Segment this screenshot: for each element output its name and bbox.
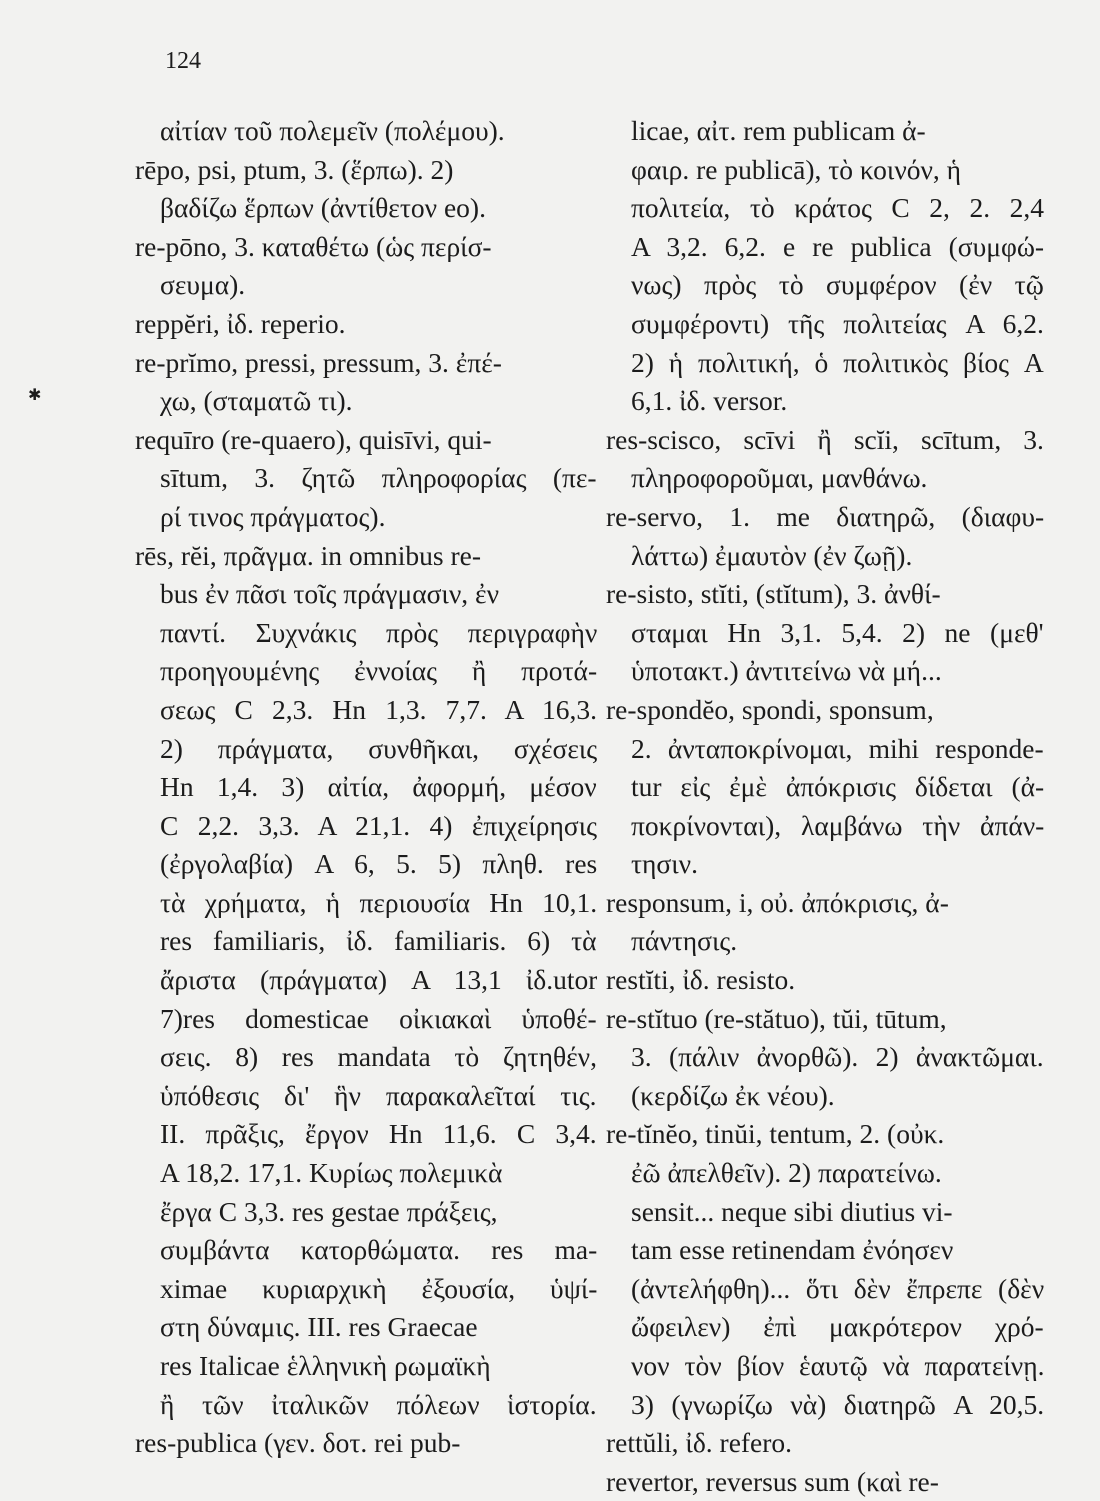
text-line: II. πρᾶξις, ἔργον Hn 11,6. C 3,4. xyxy=(160,1118,597,1150)
text-line: re-servo, 1. me διατηρῶ, (διαφυ- xyxy=(606,500,1044,532)
text-line: res familiaris, ἰδ. familiaris. 6) τὰ xyxy=(160,925,597,957)
text-line: (κερδίζω ἐκ νέου). xyxy=(631,1079,835,1111)
text-line: πολιτεία, τὸ κράτος C 2, 2. 2,4 xyxy=(631,192,1044,224)
text-line: ximae κυριαρχικὴ ἐξουσία, ὑψί- xyxy=(160,1272,597,1304)
text-line: τησιν. xyxy=(631,848,698,880)
text-line: πάντησις. xyxy=(631,925,738,957)
text-line: 3. (πάλιν ἀνορθῶ). 2) ἀνακτῶμαι. xyxy=(631,1041,1044,1073)
text-line: 2. ἀνταποκρίνομαι, mihi responde- xyxy=(631,732,1044,764)
text-line: λάττω) ἐμαυτὸν (ἐν ζωῇ). xyxy=(631,539,913,571)
text-line: τὰ χρήματα, ἡ περιουσία Hn 10,1. xyxy=(160,886,597,918)
text-line: ποκρίνονται), λαμβάνω τὴν ἀπάν- xyxy=(631,809,1044,841)
text-line: tam esse retinendam ἐνόησεν xyxy=(631,1234,954,1266)
text-line: ἢ τῶν ἰταλικῶν πόλεων ἱστορία. xyxy=(160,1388,597,1420)
page-number: 124 xyxy=(165,48,201,74)
text-line: παντί. Συχνάκις πρὸς περιγραφὴν xyxy=(160,616,597,648)
text-line: συμφέροντι) τῆς πολιτείας A 6,2. xyxy=(631,307,1044,339)
margin-mark: ✱ xyxy=(28,385,42,404)
text-line: (ἐργολαβία) A 6, 5. 5) πληθ. res xyxy=(160,848,597,880)
text-line: re-prĭmo, pressi, pressum, 3. ἐπέ- xyxy=(135,346,502,378)
text-line: re-spondĕo, spondi, sponsum, xyxy=(606,693,934,725)
text-line: re-pōno, 3. καταθέτω (ὡς περίσ- xyxy=(135,230,492,262)
text-line: C 2,2. 3,3. A 21,1. 4) ἐπιχείρησις xyxy=(160,809,597,841)
text-line: re-stĭtuo (re-stătuo), tŭi, tūtum, xyxy=(606,1002,947,1034)
text-line: res-scisco, scīvi ἢ scĭi, scītum, 3. xyxy=(606,423,1044,455)
text-line: 3) (γνωρίζω νὰ) διατηρῶ A 20,5. xyxy=(631,1388,1044,1420)
text-line: 2) πράγματα, συνθῆκαι, σχέσεις xyxy=(160,732,597,764)
text-line: αἰτίαν τοῦ πολεμεῖν (πολέμου). xyxy=(160,115,505,146)
text-line: σεις. 8) res mandata τὸ ζητηθέν, xyxy=(160,1041,597,1073)
right-column xyxy=(606,112,1044,1501)
text-line: ἔργα C 3,3. res gestae πράξεις, xyxy=(160,1195,498,1227)
text-line: ὤφειλεν) ἐπὶ μακρότερον χρό- xyxy=(631,1311,1044,1343)
text-line: φαιρ. re publicā), τὸ κοινόν, ἡ xyxy=(631,153,962,185)
text-line: tur εἰς ἐμὲ ἀπόκρισις δίδεται (ἀ- xyxy=(631,771,1044,803)
text-line: reppĕri, ἰδ. reperio. xyxy=(135,307,346,339)
text-line: res-publica (γεν. δοτ. rei pub- xyxy=(135,1427,461,1459)
text-line: 6,1. ἰδ. versor. xyxy=(631,385,788,417)
text-line: re-tĭnĕo, tinŭi, tentum, 2. (οὐκ. xyxy=(606,1118,945,1150)
text-line: sensit... neque sibi diutius vi- xyxy=(631,1195,953,1227)
text-line: rēs, rĕi, πρᾶγμα. in omnibus re- xyxy=(135,539,482,571)
text-line: rettŭli, ἰδ. refero. xyxy=(606,1427,793,1459)
text-line: Hn 1,4. 3) αἰτία, ἀφορμή, μέσον xyxy=(160,771,597,803)
text-line: bus ἐν πᾶσι τοῖς πράγμασιν, ἐν xyxy=(160,578,499,610)
text-line: βαδίζω ἕρπων (ἀντίθετον eo). xyxy=(160,192,486,224)
text-line: προηγουμένης ἐννοίας ἢ προτά- xyxy=(160,655,597,687)
text-line: πληροφοροῦμαι, μανθάνω. xyxy=(631,462,928,494)
text-line: ὑποτακτ.) ἀντιτείνω νὰ μή... xyxy=(631,655,942,687)
text-line: ρί τινος πράγματος). xyxy=(160,500,386,532)
left-column xyxy=(135,112,597,1463)
text-line: χω, (σταματῶ τι). xyxy=(160,385,353,417)
text-line: σευμα). xyxy=(160,269,246,301)
text-line: revertor, reversus sum (καὶ re- xyxy=(606,1465,939,1497)
text-line: requīro (re-quaero), quisīvi, qui- xyxy=(135,423,492,455)
text-line: 2) ἡ πολιτική, ὁ πολιτικὸς βίος A xyxy=(631,346,1044,378)
text-line: sītum, 3. ζητῶ πληροφορίας (πε- xyxy=(160,462,597,494)
text-line: σταμαι Hn 3,1. 5,4. 2) ne (μεθ' xyxy=(631,616,1044,648)
text-line: στη δύναμις. III. res Graecae xyxy=(160,1311,478,1343)
text-line: (ἀντελήφθη)... ὅτι δὲν ἔπρεπε (δὲν xyxy=(631,1272,1044,1304)
text-line: re-sisto, stĭti, (stĭtum), 3. ἀνθί- xyxy=(606,578,941,610)
text-line: ἐῶ ἀπελθεῖν). 2) παρατείνω. xyxy=(631,1157,942,1189)
text-line: res Italicae ἑλληνικὴ ρωμαϊκὴ xyxy=(160,1350,491,1381)
text-line: σεως C 2,3. Hn 1,3. 7,7. A 16,3. xyxy=(160,693,597,725)
text-line: restĭti, ἰδ. resisto. xyxy=(606,964,796,996)
text-line: συμβάντα κατορθώματα. res ma- xyxy=(160,1234,597,1266)
text-line: licae, αἰτ. rem publicam ἀ- xyxy=(631,115,926,146)
text-line: A 18,2. 17,1. Κυρίως πολεμικὰ xyxy=(160,1157,503,1189)
text-line: 7)res domesticae οἰκιακαὶ ὑποθέ- xyxy=(160,1002,597,1034)
text-line: rēpo, psi, ptum, 3. (ἕρπω). 2) xyxy=(135,153,454,185)
text-line: A 3,2. 6,2. e re publica (συμφώ- xyxy=(631,230,1044,262)
text-line: responsum, i, οὐ. ἀπόκρισις, ἀ- xyxy=(606,886,949,918)
text-line: νον τὸν βίον ἑαυτῷ νὰ παρατείνῃ. xyxy=(631,1350,1044,1381)
text-line: νως) πρὸς τὸ συμφέρον (ἐν τῷ xyxy=(631,269,1044,301)
text-line: ὑπόθεσις δι' ἣν παρακαλεῖταί τις. xyxy=(160,1079,597,1111)
text-line: ἄριστα (πράγματα) A 13,1 ἰδ.utor xyxy=(160,964,597,996)
